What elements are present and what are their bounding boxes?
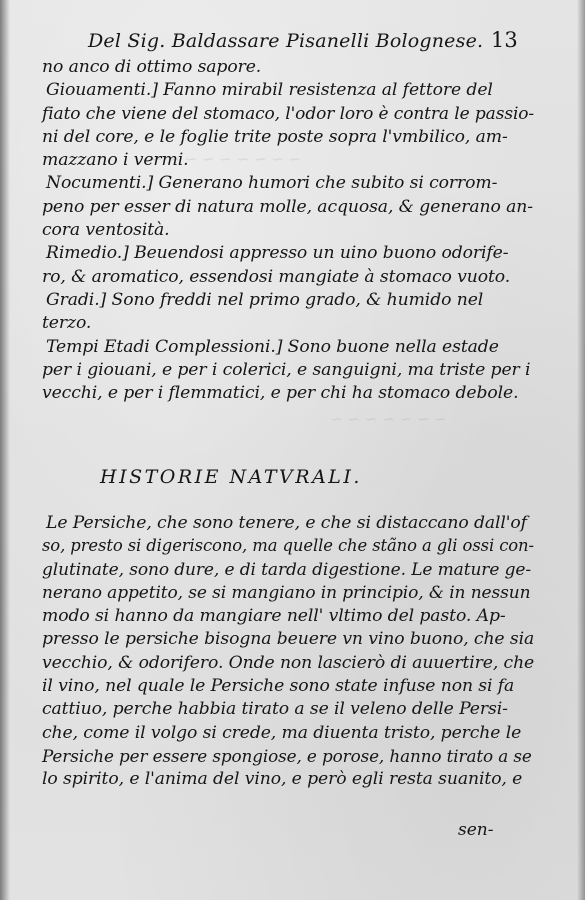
text-line-giouamenti: Giouamenti.] Fanno mirabil resistenza al fettore del	[46, 80, 493, 101]
text-line: per i giouani, e per i colerici, e sanguigni, ma triste per i	[42, 359, 531, 380]
show-through-text: ~ ~ ~ ~ ~ ~ ~	[330, 410, 447, 428]
text-line: nerano appetito, se si mangiano in principio, & in nessun	[42, 582, 531, 603]
text-line: fiato che viene del stomaco, l'odor loro è contra le passio-	[42, 103, 535, 124]
text-line: Persiche per essere spongiose, e porose, hanno tirato a se	[42, 745, 532, 766]
text-line: lo spirito, e l'anima del vino, e però egli resta suanito, e	[42, 769, 523, 790]
text-line: terzo.	[42, 313, 92, 334]
page-number: 13	[490, 28, 518, 52]
text-line: il vino, nel quale le Persiche sono state infuse non si fa	[42, 676, 515, 697]
text-line-persiche: Le Persiche, che sono tenere, e che si distaccano dall'of	[46, 513, 527, 533]
text-line: no anco di ottimo sapore.	[42, 57, 262, 77]
text-line: vecchi, e per i flemmatici, e per chi ha stomaco debole.	[42, 383, 519, 404]
text-line: vecchio, & odorifero. Onde non lascierò di auuertire, che	[42, 652, 535, 673]
text-line: ni del core, e le foglie trite poste sopra l'vmbilico, am-	[42, 126, 508, 147]
text-line: presso le persiche bisogna beuere vn vino buono, che sia	[42, 629, 535, 650]
text-line: modo si hanno da mangiare nell' vltimo del pasto. Ap-	[42, 606, 506, 627]
text-line: so, presto si digeriscono, ma quelle che stãno a gli ossi con-	[42, 536, 534, 556]
running-head: Del Sig. Baldassare Pisanelli Bolognese.	[88, 30, 484, 52]
text-line-rimedio: Rimedio.] Beuendosi appresso un uino buono odorife-	[46, 243, 509, 264]
passage-1	[42, 56, 534, 405]
text-line: ro, & aromatico, essendosi mangiate à stomaco vuoto.	[42, 266, 511, 287]
section-title: HISTORIE NATVRALI.	[100, 466, 362, 488]
catchword: sen-	[458, 820, 494, 840]
text-line: che, come il volgo si crede, ma diuenta tristo, perche le	[42, 722, 522, 743]
show-through-text: ~ ~ ~ ~ ~ ~ ~ ~ ~	[150, 150, 302, 168]
text-line: cattiuo, perche habbia tirato a se il veleno delle Persi-	[42, 699, 508, 720]
text-line: mazzano i vermi.	[42, 150, 189, 171]
page-header	[88, 30, 518, 56]
text-line-gradi: Gradi.] Sono freddi nel primo grado, & humido nel	[46, 289, 484, 310]
text-line-nocumenti: Nocumenti.] Generano humori che subito si corrom-	[46, 173, 498, 194]
text-line: peno per esser di natura molle, acquosa, & generano an-	[42, 196, 533, 217]
text-line: glutinate, sono dure, e di tarda digestione. Le mature ge-	[42, 559, 531, 580]
text-line-tempi: Tempi Etadi Complessioni.] Sono buone nella estade	[46, 336, 499, 357]
text-line: cora ventosità.	[42, 220, 170, 241]
passage-2	[42, 512, 534, 792]
